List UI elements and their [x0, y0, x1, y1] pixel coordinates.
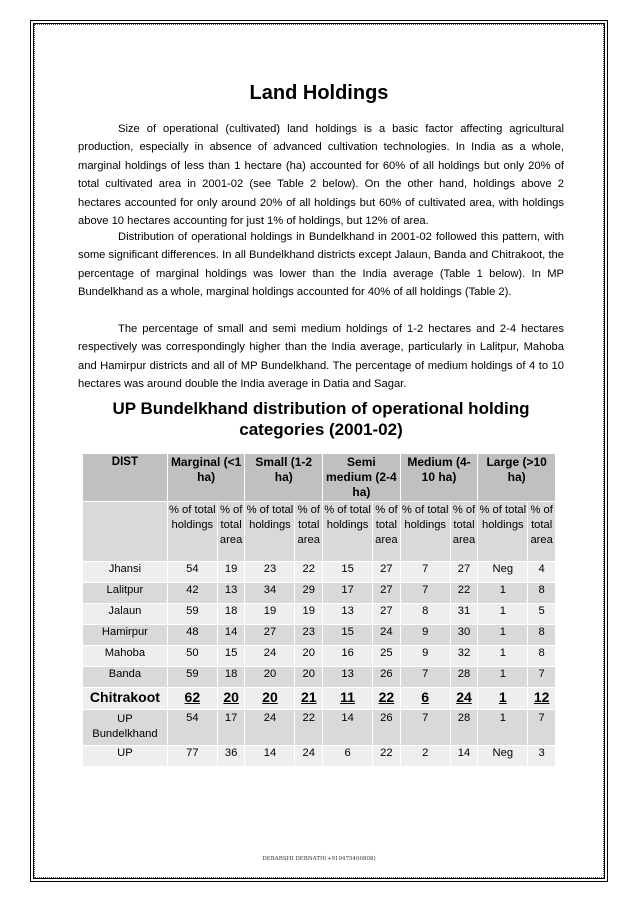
value-cell: 20 [245, 667, 295, 688]
value-cell: 26 [373, 667, 401, 688]
subheader-area: % of total area [528, 502, 556, 562]
value-cell: 18 [217, 667, 245, 688]
subheader-holdings: % of total holdings [167, 502, 217, 562]
value-cell: 32 [450, 646, 478, 667]
value-cell: 24 [245, 710, 295, 746]
table-row [83, 710, 556, 746]
paragraph-3: The percentage of small and semi medium holdings of 1-2 hectares and 2-4 hectares respectively was correspondingly higher than the India average, particularly in Lalitpur, Mahoba and Hamirpur districts and all of MP Bundelkhand. The percentage of medium holdings of 4 to 10 hectares was around double the India average in Datia and Sagar. [78, 323, 564, 391]
value-cell: 8 [528, 646, 556, 667]
value-cell: 22 [450, 583, 478, 604]
value-cell: 7 [400, 667, 450, 688]
value-cell: 13 [217, 583, 245, 604]
table-row [83, 583, 556, 604]
value-cell: 1 [478, 646, 528, 667]
value-cell: 48 [167, 625, 217, 646]
holdings-table [82, 453, 556, 767]
district-cell: Hamirpur [83, 625, 168, 646]
subheader-area: % of total area [450, 502, 478, 562]
table-row [83, 646, 556, 667]
subheader-holdings: % of total holdings [478, 502, 528, 562]
value-cell: 13 [323, 667, 373, 688]
value-cell: 27 [373, 604, 401, 625]
district-cell: Banda [83, 667, 168, 688]
subheader-area: % of total area [373, 502, 401, 562]
value-cell: 24 [450, 688, 478, 710]
value-cell: 26 [373, 710, 401, 746]
page-title: Land Holdings [249, 82, 389, 104]
table-subheader-row [83, 502, 556, 562]
header-medium: Medium (4-10 ha) [400, 454, 478, 502]
value-cell: 42 [167, 583, 217, 604]
value-cell: 50 [167, 646, 217, 667]
header-marginal: Marginal (<1 ha) [167, 454, 245, 502]
value-cell: 7 [400, 583, 450, 604]
table-row [83, 562, 556, 583]
value-cell: 5 [528, 604, 556, 625]
value-cell: 19 [245, 604, 295, 625]
district-cell: Jalaun [83, 604, 168, 625]
value-cell: 8 [528, 583, 556, 604]
table-body [83, 562, 556, 767]
subheader-area: % of total area [295, 502, 323, 562]
table-row [83, 604, 556, 625]
value-cell: 1 [478, 583, 528, 604]
header-large: Large (>10 ha) [478, 454, 556, 502]
header-semi-medium: Semi medium (2-4 ha) [323, 454, 401, 502]
footer-text: DEBARSHI DEBNATH(+919475400808) [258, 856, 379, 862]
value-cell: 23 [295, 625, 323, 646]
value-cell: 21 [295, 688, 323, 710]
value-cell: 14 [450, 746, 478, 767]
value-cell: 54 [167, 710, 217, 746]
value-cell: Neg [478, 746, 528, 767]
value-cell: 17 [323, 583, 373, 604]
table-row [83, 667, 556, 688]
value-cell: 22 [373, 746, 401, 767]
value-cell: 6 [323, 746, 373, 767]
subheader-holdings: % of total holdings [323, 502, 373, 562]
district-cell: UP Bundelkhand [83, 710, 168, 746]
value-cell: 36 [217, 746, 245, 767]
value-cell: 1 [478, 625, 528, 646]
value-cell: 19 [295, 604, 323, 625]
value-cell: 29 [295, 583, 323, 604]
value-cell: 6 [400, 688, 450, 710]
value-cell: 20 [295, 667, 323, 688]
table-row [83, 625, 556, 646]
value-cell: 34 [245, 583, 295, 604]
district-cell: Mahoba [83, 646, 168, 667]
value-cell: 14 [323, 710, 373, 746]
value-cell: 7 [528, 667, 556, 688]
value-cell: 27 [373, 583, 401, 604]
value-cell: 9 [400, 625, 450, 646]
value-cell: 24 [373, 625, 401, 646]
value-cell: 11 [323, 688, 373, 710]
district-cell: Lalitpur [83, 583, 168, 604]
value-cell: 54 [167, 562, 217, 583]
value-cell: 25 [373, 646, 401, 667]
table-header-row [83, 454, 556, 502]
value-cell: 20 [295, 646, 323, 667]
value-cell: 7 [400, 562, 450, 583]
table-title: UP Bundelkhand distribution of operational holding categories (2001-02) [112, 399, 530, 439]
district-cell: UP [83, 746, 168, 767]
value-cell: 3 [528, 746, 556, 767]
value-cell: 15 [323, 625, 373, 646]
value-cell: 18 [217, 604, 245, 625]
value-cell: 8 [400, 604, 450, 625]
value-cell: 7 [528, 710, 556, 746]
value-cell: 7 [400, 710, 450, 746]
value-cell: 16 [323, 646, 373, 667]
subheader-area: % of total area [217, 502, 245, 562]
value-cell: 28 [450, 667, 478, 688]
value-cell: 27 [245, 625, 295, 646]
value-cell: 30 [450, 625, 478, 646]
subheader-empty [83, 502, 168, 562]
district-cell: Chitrakoot [83, 688, 168, 710]
value-cell: 27 [373, 562, 401, 583]
subheader-holdings: % of total holdings [400, 502, 450, 562]
value-cell: 1 [478, 604, 528, 625]
table-row [83, 688, 556, 710]
value-cell: 1 [478, 667, 528, 688]
paragraph-2: Distribution of operational holdings in Bundelkhand in 2001-02 followed this pattern, with some significant differences. In all Bundelkhand districts except Jalaun, Banda and Chitrakoot, the percentage of marginal holdings was lower than the India average (Table 1 below). In MP Bundelkhand as a whole, marginal holdings accounted for 40% of all holdings (Table 2). [78, 231, 564, 299]
value-cell: 14 [217, 625, 245, 646]
value-cell: 1 [478, 710, 528, 746]
header-small: Small (1-2 ha) [245, 454, 323, 502]
value-cell: 14 [245, 746, 295, 767]
subheader-holdings: % of total holdings [245, 502, 295, 562]
value-cell: 8 [528, 625, 556, 646]
value-cell: 13 [323, 604, 373, 625]
district-cell: Jhansi [83, 562, 168, 583]
value-cell: 31 [450, 604, 478, 625]
value-cell: 15 [217, 646, 245, 667]
value-cell: 9 [400, 646, 450, 667]
value-cell: 22 [295, 710, 323, 746]
value-cell: 4 [528, 562, 556, 583]
header-dist: DIST [83, 454, 168, 502]
value-cell: 59 [167, 667, 217, 688]
value-cell: 2 [400, 746, 450, 767]
paragraph-1: Size of operational (cultivated) land holdings is a basic factor affecting agricultural production, especially in absence of advanced cultivation technologies. In India as a whole, marginal holdings of less than 1 hectare (ha) accounted for 60% of all holdings but only 20% of total cultivated area in 2001-02 (see Table 2 below). On the other hand, holdings above 2 hectares accounted for only around 20% of all holdings but 60% of cultivated area, with holdings above 10 hectares accounting for just 1% of holdings, but 12% of area. [78, 123, 564, 228]
value-cell: 62 [167, 688, 217, 710]
value-cell: 77 [167, 746, 217, 767]
value-cell: 24 [295, 746, 323, 767]
value-cell: 28 [450, 710, 478, 746]
value-cell: 15 [323, 562, 373, 583]
value-cell: 19 [217, 562, 245, 583]
value-cell: 17 [217, 710, 245, 746]
value-cell: 12 [528, 688, 556, 710]
value-cell: 22 [373, 688, 401, 710]
value-cell: 1 [478, 688, 528, 710]
value-cell: 23 [245, 562, 295, 583]
value-cell: 22 [295, 562, 323, 583]
table-row [83, 746, 556, 767]
value-cell: 20 [217, 688, 245, 710]
value-cell: 24 [245, 646, 295, 667]
footer [0, 856, 638, 862]
value-cell: 59 [167, 604, 217, 625]
value-cell: 20 [245, 688, 295, 710]
value-cell: Neg [478, 562, 528, 583]
value-cell: 27 [450, 562, 478, 583]
